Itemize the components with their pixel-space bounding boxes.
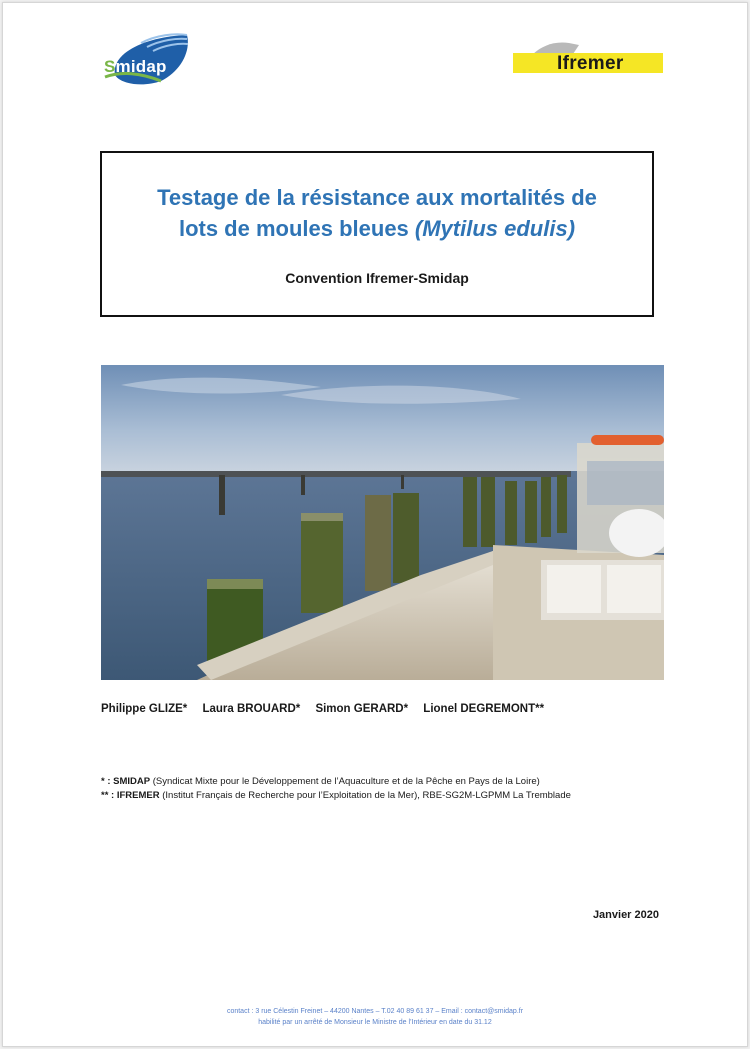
affiliation-smidap <box>101 775 664 789</box>
affiliations <box>101 775 664 803</box>
title-line-2-plain: lots de moules bleues <box>178 216 415 241</box>
footer-contact: contact : 3 rue Célestin Freinet – 44200 Nantes – T.02 40 89 61 37 – Email : contact@smidap.fr <box>226 1008 524 1015</box>
smidap-logo-text: Smidap <box>104 57 167 76</box>
convention-subtitle: Convention Ifremer-Smidap <box>285 270 469 286</box>
affiliation-text: (Syndicat Mixte pour le Développement de l’Aquaculture et de la Pêche en Pays de la Loire) <box>150 776 540 787</box>
species-name: (Mytilus edulis) <box>414 216 576 241</box>
title <box>102 182 652 244</box>
author: Laura BROUARD* <box>202 703 301 715</box>
title-line-1: Testage de la résistance aux mortalités de <box>157 185 597 210</box>
affiliation-text: (Institut Français de Recherche pour l’Exploitation de la Mer), RBE-SG2M-LGPMM La Tremblade <box>159 790 571 801</box>
author: Philippe GLIZE* <box>101 703 188 715</box>
footnote-mark: * : <box>101 776 114 787</box>
title-line-2 <box>102 213 652 244</box>
publication-date: Janvier 2020 <box>592 909 659 921</box>
affiliation-ifremer <box>101 789 664 803</box>
footnote-mark: ** : <box>101 790 117 801</box>
cover-photo <box>101 365 664 680</box>
author: Simon GERARD* <box>315 703 409 715</box>
authors-line <box>101 703 664 715</box>
affiliation-org: SMIDAP <box>113 776 151 787</box>
page-footer <box>123 1006 627 1028</box>
affiliation-org: IFREMER <box>116 790 160 801</box>
smidap-logo <box>101 31 193 87</box>
mussel-farm-photo <box>101 365 664 680</box>
ifremer-logo-text: Ifremer <box>557 53 624 74</box>
document-page <box>2 2 748 1047</box>
author: Lionel DEGREMONT** <box>423 703 545 715</box>
title-box <box>100 151 654 317</box>
ifremer-logo <box>513 39 665 79</box>
footer-legal: habilité par un arrêté de Monsieur le Ministre de l’Intérieur en date du 31.12 <box>258 1019 492 1026</box>
